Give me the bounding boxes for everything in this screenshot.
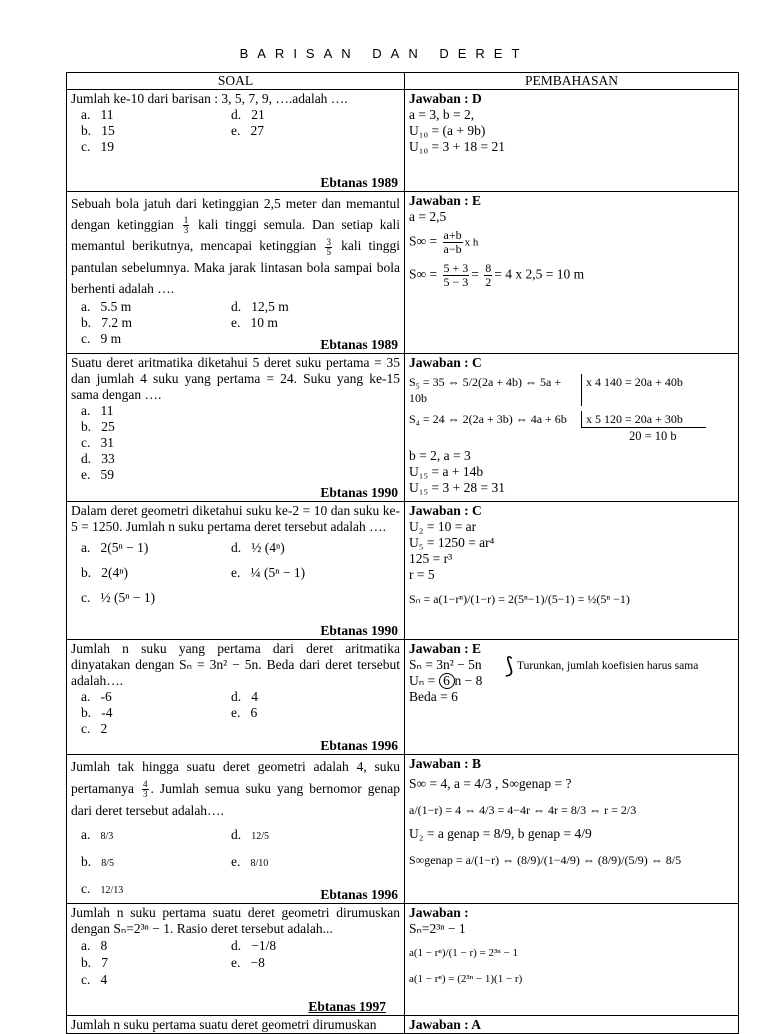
table-header	[67, 73, 739, 90]
work-line: a = 3, b = 2,	[409, 107, 475, 122]
answer-cell	[405, 502, 739, 640]
option: d. 12/5	[231, 827, 270, 842]
table-row	[67, 90, 739, 192]
work-line: a(1 − rⁿ) = (2³ⁿ − 1)(1 − r)	[409, 973, 523, 985]
option: d. 21	[231, 107, 265, 122]
work-line: Uₙ = 6 n − 8	[409, 673, 483, 688]
option: d. 4	[231, 689, 258, 704]
fraction: $\frac{a+b}{a-b}$	[443, 228, 462, 256]
work-line: a = 2,5	[409, 209, 447, 224]
option: b. 7.2 m	[81, 314, 133, 330]
option: b. 2(4ⁿ)	[81, 565, 128, 580]
option: c. 2	[81, 721, 108, 736]
option: b. 25	[81, 419, 115, 434]
work-line: a/(1−r) = 4 ⇔ 4/3 = 4−4r ⇔ 4r = 8/3 ⇔ r = 2/3	[409, 803, 637, 817]
option: b. 7	[81, 955, 108, 970]
problem-table	[66, 72, 739, 1034]
option: a. 11	[81, 107, 114, 122]
work-line: S∞ = 4, a = 4/3 , S∞genap = ?	[409, 776, 572, 791]
options	[81, 535, 400, 610]
table-row	[67, 640, 739, 755]
work-line: S₄ = 24 ⇔ 2(2a + 3b) ⇔ 4a + 6b x 5 120 = 20a + 30b	[409, 411, 734, 428]
question-text: Jumlah tak hingga suatu deret geometri adalah 4, suku pertamanya $\frac{4}{3}$ . Jumlah semua suku yang bernomor genap dari deret tersebut adalah….	[71, 759, 400, 818]
answer-cell	[405, 755, 739, 904]
question-text: Dalam deret geometri diketahui suku ke-2 = 10 dan suku ke-5 = 1250. Jumlah n suku pertama deret tersebut adalah ….	[71, 503, 400, 534]
work-line: S∞genap = a/(1−r) ⇔ (8/9)/(1−4/9) ⇔ (8/9)/(5/9) ⇔ 8/5	[409, 853, 682, 867]
option: a. 8/3	[81, 827, 114, 842]
work-line: 125 = r³	[409, 551, 453, 566]
source-label: Ebtanas 1996	[320, 738, 398, 753]
question-cell	[67, 90, 405, 192]
work-line: Sₙ = 3n² − 5n	[409, 657, 482, 672]
source-label: Ebtanas 1989	[320, 175, 398, 190]
answer-cell	[405, 1016, 739, 1034]
options	[81, 937, 400, 988]
side-note: Turunkan, jumlah koefisien harus sama	[517, 660, 699, 672]
work-line: S∞ = $\frac{a+b}{a-b}$ x h	[409, 228, 479, 256]
question-cell	[67, 904, 405, 1016]
work-line: U₂ = 10 = ar	[409, 519, 477, 534]
table-row	[67, 755, 739, 904]
option: e. 10 m	[231, 314, 278, 330]
table-row	[67, 192, 739, 354]
table-row	[67, 904, 739, 1016]
work-line: a(1 − rⁿ)/(1 − r) = 2³ⁿ − 1	[409, 947, 518, 959]
brace-icon: ⟆	[505, 653, 514, 678]
work-line: r = 5	[409, 567, 435, 582]
answer-label: Jawaban : C	[409, 355, 482, 370]
source-label: Ebtanas 1990	[320, 623, 398, 638]
option: b. -4	[81, 705, 113, 720]
circled-coefficient: 6	[439, 673, 455, 689]
work-line: U₁₅ = a + 14b	[409, 464, 484, 479]
options	[81, 689, 400, 737]
option: c. 12/13	[81, 881, 124, 896]
option: a. 2(5ⁿ − 1)	[81, 540, 149, 555]
question-cell	[67, 1016, 405, 1034]
answer-label: Jawaban : C	[409, 503, 482, 518]
answer-label: Jawaban : E	[409, 641, 482, 656]
option: d. 12,5 m	[231, 298, 289, 314]
option: e. −8	[231, 955, 265, 970]
table-row	[67, 1016, 739, 1034]
option: c. 4	[81, 972, 108, 987]
work-line: b = 2, a = 3	[409, 448, 471, 463]
option: e. 6	[231, 705, 258, 720]
fraction: $\frac{5 + 3}{5 - 3}$	[443, 261, 469, 289]
work-line: U₁₀ = 3 + 18 = 21	[409, 139, 506, 154]
work-line: S∞ = $\frac{5 + 3}{5 - 3}$ = $\frac{8}{2}$ = 4 x 2,5 = 10 m	[409, 261, 585, 289]
option: e. 27	[231, 123, 264, 138]
fraction: $\frac{8}{2}$	[485, 261, 492, 289]
fraction: $\frac{3}{5}$	[326, 236, 331, 257]
answer-label: Jawaban : B	[409, 756, 482, 771]
source-label: Ebtanas 1989	[320, 337, 398, 352]
question-cell	[67, 502, 405, 640]
question-text: Jumlah n suku pertama suatu deret geometri dirumuskan	[71, 1017, 377, 1032]
work-line: U₂ = a genap = 8/9, b genap = 4/9	[409, 826, 592, 841]
work-line: Sₙ=2³ⁿ − 1	[409, 921, 466, 936]
option: c. 31	[81, 435, 114, 450]
question-cell	[67, 192, 405, 354]
answer-cell	[405, 354, 739, 502]
work-line: Beda = 6	[409, 689, 458, 704]
question-text: Jumlah n suku yang pertama dari deret aritmatika dinyatakan dengan Sₙ = 3n² − 5n. Beda dari deret tersebut adalah….	[71, 641, 400, 688]
answer-label: Jawaban : D	[409, 91, 482, 106]
header-soal: SOAL	[67, 73, 405, 90]
source-label: Ebtanas 1990	[320, 485, 398, 500]
option: c. 9 m	[81, 330, 122, 346]
answer-label: Jawaban :	[409, 905, 469, 920]
option: a. 5.5 m	[81, 298, 132, 314]
table-row	[67, 354, 739, 502]
option: b. 15	[81, 123, 115, 138]
option: a. -6	[81, 689, 112, 704]
fraction: $\frac{1}{3}$	[183, 215, 189, 236]
answer-cell	[405, 192, 739, 354]
options	[81, 107, 400, 155]
answer-cell	[405, 904, 739, 1016]
page-title: BARISAN DAN DERET	[239, 46, 529, 61]
question-cell	[67, 640, 405, 755]
option: d. −1/8	[231, 938, 277, 953]
options	[81, 403, 400, 483]
option: c. 19	[81, 139, 114, 154]
option: e. ¼ (5ⁿ − 1)	[231, 565, 306, 580]
work-line: 20 = 10 b	[629, 429, 677, 443]
option: a. 11	[81, 403, 114, 418]
header-pembahasan: PEMBAHASAN	[405, 73, 739, 90]
work-line: Sₙ = a(1−rⁿ)/(1−r) = 2(5ⁿ−1)/(5−1) = ½(5ⁿ −1)	[409, 592, 630, 606]
work-line: U₁₅ = 3 + 28 = 31	[409, 480, 506, 495]
table-row	[67, 502, 739, 640]
answer-label: Jawaban : E	[409, 193, 482, 208]
question-cell	[67, 755, 405, 904]
question-text: Suatu deret aritmatika diketahui 5 deret suku pertama = 35 dan jumlah 4 suku yang pertama = 24. Suku yang ke-15 sama dengan ….	[71, 355, 400, 402]
answer-cell	[405, 90, 739, 192]
work-line: S₅ = 35 ⇔ 5/2(2a + 4b) ⇔ 5a + 10b x 4 140 = 20a + 40b	[409, 375, 683, 405]
work-line: U₅ = 1250 = ar⁴	[409, 535, 495, 550]
work-line: U₁₀ = (a + 9b)	[409, 123, 486, 138]
question-text: Sebuah bola jatuh dari ketinggian 2,5 meter dan memantul dengan ketinggian $\frac{1}{3}$ kali tinggi semula. Dan setiap kali memantul berikutnya, mencapai ketinggian $\frac{3}{5}$ kali tinggi pantulan sebelumnya. Maka jarak lintasan bola sampai bola berhenti adalah ….	[71, 196, 401, 296]
fraction: $\frac{4}{3}$	[143, 779, 148, 800]
option: a. 8	[81, 938, 108, 953]
option: e. 8/10	[231, 854, 269, 869]
question-cell	[67, 354, 405, 502]
answer-label: Jawaban : A	[409, 1017, 482, 1032]
option: b. 8/5	[81, 854, 115, 869]
option: c. ½ (5ⁿ − 1)	[81, 590, 156, 605]
answer-cell	[405, 640, 739, 755]
option: d. 33	[81, 451, 115, 466]
source-label: Ebtanas 1997	[308, 999, 386, 1014]
question-text: Jumlah ke-10 dari barisan : 3, 5, 7, 9, ….adalah ….	[71, 91, 348, 106]
option: e. 59	[81, 467, 114, 482]
option: d. ½ (4ⁿ)	[231, 540, 285, 555]
question-text: Jumlah n suku pertama suatu deret geometri dirumuskan dengan Sₙ=2³ⁿ − 1. Rasio deret tersebut adalah...	[71, 905, 400, 936]
source-label: Ebtanas 1996	[320, 887, 398, 902]
